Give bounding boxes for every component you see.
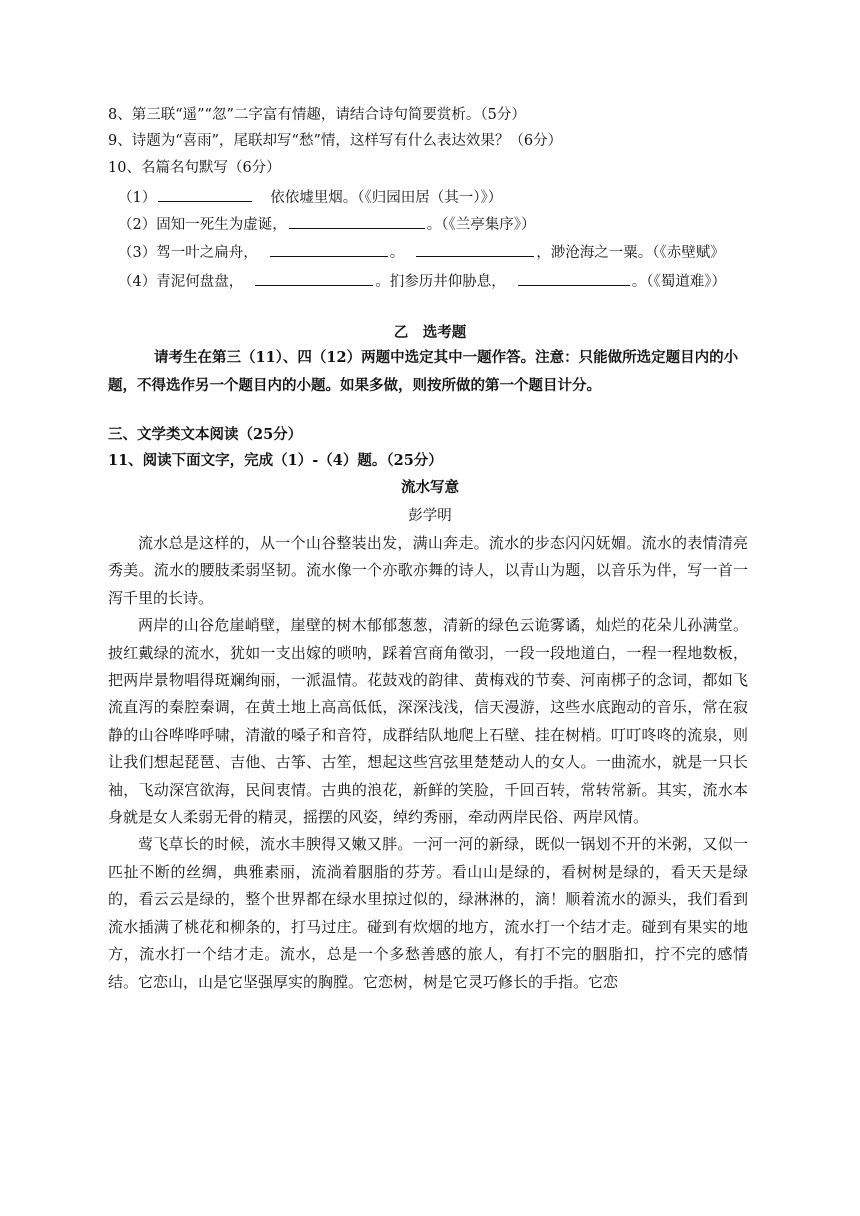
fill-blank-3-text: （3）驾一叶之扁舟， [118, 245, 258, 261]
fill-blank-2-text: （2）固知一死生为虚诞， [118, 217, 287, 233]
answer-blank[interactable] [158, 187, 252, 202]
section-b-heading: 乙 选考题 [393, 324, 467, 341]
answer-blank[interactable] [416, 242, 534, 257]
fill-blank-1 [118, 187, 502, 208]
answer-blank[interactable] [289, 214, 425, 229]
question-8: 8、第三联“遥”“忽”二字富有情趣，请结合诗句简要赏析。（5分） [108, 107, 526, 123]
fill-blank-4-tail: 。（《蜀道难》） [631, 274, 726, 290]
answer-blank[interactable] [255, 271, 373, 286]
fill-blank-4-text: （4）青泥何盘盘， [118, 274, 244, 290]
fill-blank-3-tail: ，渺沧海之一粟。（《赤壁赋》 [536, 245, 725, 261]
article-paragraph: 流水总是这样的，从一个山谷整装出发，满山奔走。流水的步态闪闪妩媚。流水的表情清亮秀美。流水的腰肢柔弱坚韧。流水像一个亦歌亦舞的诗人，以青山为题，以音乐为伴，写一首一泻千里的长诗。 [108, 534, 748, 607]
article-paragraph: 两岸的山谷危崖峭壁，崖壁的树木郁郁葱葱，清新的绿色云诡雾谲，灿烂的花朵儿孙满堂。披红戴绿的流水，犹如一支出嫁的唢呐，踩着宫商角徵羽，一段一段地道白，一程一程地数板，把两岸景物唱得斑斓绚丽，一派温情。花鼓戏的韵律、黄梅戏的节奏、河南梆子的念词，都如飞流直泻的秦腔秦调，在黄土地上高高低低，深深浅浅，信天漫游，这些水底跑动的音乐，常在寂静的山谷哗哗呼啸，清澈的嗓子和音符，成群结队地爬上石壁、挂在树梢。叮叮咚咚的流泉，则让我们想起琵琶、吉他、古筝、古笙，想起这些宫弦里楚楚动人的女人。一曲流水，就是一只长袖，飞动深宫欲海，民间衷情。古典的浪花，新鲜的笑脸，千回百转，常转常新。其实，流水本身就是女人柔弱无骨的精灵，摇摆的风姿，绰约秀丽，牵动两岸民俗、两岸风情。 [108, 616, 748, 827]
answer-blank[interactable] [518, 271, 630, 286]
article-paragraph: 莺飞草长的时候，流水丰腴得又嫩又胖。一河一河的新绿，既似一锅划不开的米粥，又似一匹扯不断的丝绸，典雅素丽，流淌着胭脂的芬芳。看山山是绿的，看树树是绿的，看天天是绿的，看云云是绿的，整个世界都在绿水里掠过似的，绿淋淋的，滴！顺着流水的源头，我们看到流水插满了桃花和柳条的，打马过庄。碰到有炊烟的地方，流水打一个结才走。碰到有果实的地方，流水打一个结才走。流水，总是一个多愁善感的旅人，有打不完的胭脂扣，拧不完的感情结。它恋山，山是它坚强厚实的胸膛。它恋树，树是它灵巧修长的手指。它恋 [108, 835, 748, 991]
fill-blank-4-mid: 。扪参历井仰胁息， [375, 274, 506, 290]
fill-blank-1-number: （1） [118, 190, 157, 206]
fill-blank-2 [118, 214, 535, 235]
notice-text: 请考生在第三（11）、四（12）两题中选定其中一题作答。注意：只能做所选定题目内的小题，不得选作另一个题目内的小题。如果多做，则按所做的第一个题目计分。 [108, 349, 739, 394]
section-b-notice [108, 344, 748, 400]
fill-blank-3-mid: 。 [389, 245, 405, 261]
question-10: 10、名篇名句默写（6分） [108, 160, 281, 176]
part3-heading: 三、文学类文本阅读（25分） [108, 426, 303, 443]
fill-blank-1-text: 依依墟里烟。（《归园田居（其一）》） [270, 190, 503, 206]
article-title: 流水写意 [401, 479, 459, 496]
question-11: 11、阅读下面文字，完成（1）-（4）题。（25分） [108, 452, 443, 469]
fill-blank-2-tail: 。（《兰亭集序》） [426, 217, 536, 233]
answer-blank[interactable] [270, 242, 388, 257]
article-body [108, 530, 748, 996]
question-9: 9、诗题为“喜雨”，尾联却写“愁”情，这样写有什么表达效果？（6分） [108, 133, 563, 149]
fill-blank-4 [118, 271, 726, 292]
article-author: 彭学明 [408, 508, 452, 524]
fill-blank-3 [118, 242, 725, 263]
